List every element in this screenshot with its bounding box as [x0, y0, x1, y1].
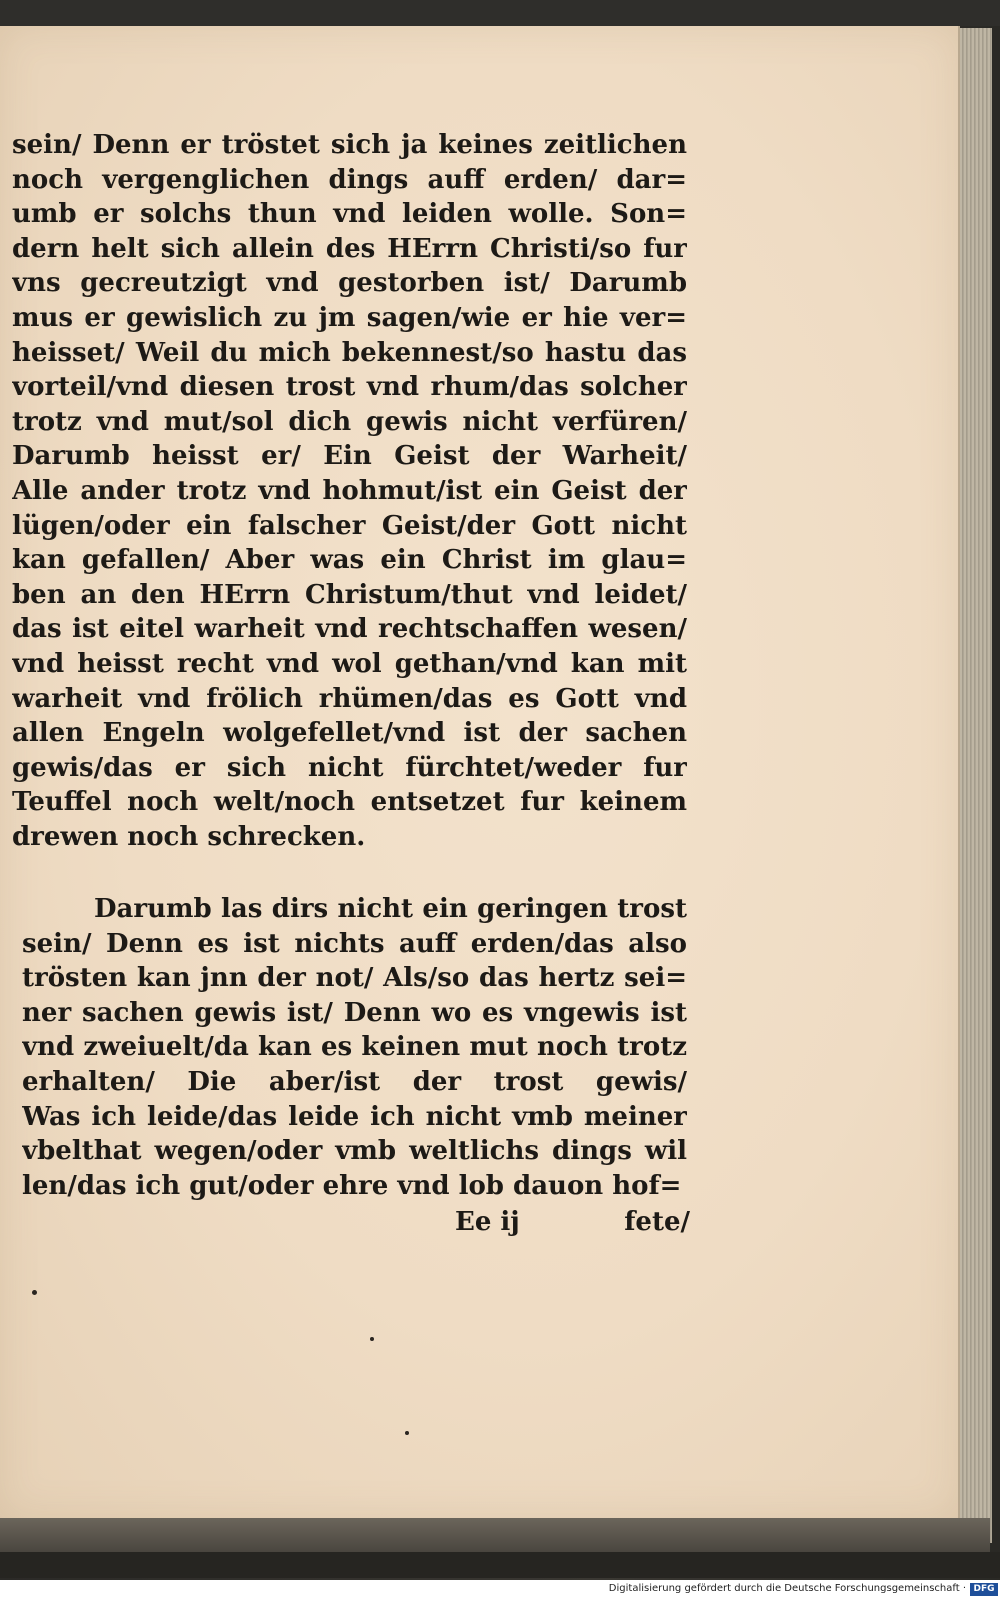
text-line: Darumb heisst er/ Ein Geist der Warheit/	[12, 441, 687, 472]
text-line: trösten kan jnn der not/ Als/so das hertz sei=	[22, 963, 687, 994]
text-line: vbelthat wegen/oder vmb weltlichs dings wil	[22, 1136, 687, 1167]
text-line: vnd heisst recht vnd wol gethan/vnd kan mit	[12, 648, 687, 679]
bottom-book-board	[0, 1518, 990, 1552]
book-page-edges	[955, 28, 992, 1543]
text-line: len/das ich gut/oder ehre vnd lob dauon hof=	[22, 1170, 682, 1201]
ink-speck	[405, 1431, 409, 1435]
paragraph-1	[12, 128, 687, 854]
text-line: ben an den HErrn Christum/thut vnd leidet/	[12, 579, 687, 610]
text-line: gewis/das er sich nicht fürchtet/weder fur	[12, 752, 687, 783]
text-line: Darumb las dirs nicht ein geringen trost	[94, 894, 687, 924]
text-line: allen Engeln wolgefellet/vnd ist der sachen	[12, 718, 687, 749]
text-line: sein/ Denn er tröstet sich ja keines zeitlichen	[12, 130, 687, 160]
dfg-logo: DFG	[970, 1583, 998, 1596]
text-line: sein/ Denn es ist nichts auff erden/das also	[22, 928, 687, 959]
text-line: vns gecreutzigt vnd gestorben ist/ Darumb	[12, 268, 687, 299]
catchword-line	[455, 1204, 690, 1240]
text-line: lügen/oder ein falscher Geist/der Gott nicht	[12, 510, 687, 541]
bottom-scan-band	[0, 1552, 1000, 1578]
text-line: heisset/ Weil du mich bekennest/so hastu das	[12, 337, 687, 368]
text-line: mus er gewislich zu jm sagen/wie er hie ver=	[12, 302, 687, 333]
text-line: Alle ander trotz vnd hohmut/ist ein Geist der	[12, 475, 687, 506]
text-line: erhalten/ Die aber/ist der trost gewis/	[22, 1066, 687, 1097]
text-line: ner sachen gewis ist/ Denn wo es vngewis ist	[22, 997, 687, 1028]
top-book-edge	[0, 0, 1000, 26]
text-line: das ist eitel warheit vnd rechtschaffen wesen/	[12, 614, 687, 645]
text-line: drewen noch schrecken.	[12, 821, 366, 852]
text-line: kan gefallen/ Aber was ein Christ im glau=	[12, 545, 687, 576]
ink-speck	[32, 1290, 37, 1295]
text-line: umb er solchs thun vnd leiden wolle. Son=	[12, 199, 687, 230]
text-line: noch vergenglichen dings auff erden/ dar=	[12, 164, 687, 195]
text-line: Was ich leide/das leide ich nicht vmb meiner	[22, 1101, 687, 1132]
catchword: fete/	[624, 1207, 690, 1237]
ink-speck	[370, 1337, 374, 1341]
text-line: Teuffel noch welt/noch entsetzet fur keinem	[12, 787, 687, 818]
text-line: warheit vnd frölich rhümen/das es Gott vnd	[12, 683, 687, 714]
paragraph-2	[22, 892, 687, 1203]
digitization-credit: Digitalisierung gefördert durch die Deutsche Forschungsgemeinschaft ·	[608, 1583, 966, 1594]
text-line: vorteil/vnd diesen trost vnd rhum/das solcher	[12, 372, 687, 403]
text-line: dern helt sich allein des HErrn Christi/so fur	[12, 233, 687, 264]
text-line: trotz vnd mut/sol dich gewis nicht verfüren/	[12, 406, 687, 437]
signature-mark: Ee ij	[455, 1207, 520, 1237]
text-line: vnd zweiuelt/da kan es keinen mut noch trotz	[22, 1032, 687, 1063]
